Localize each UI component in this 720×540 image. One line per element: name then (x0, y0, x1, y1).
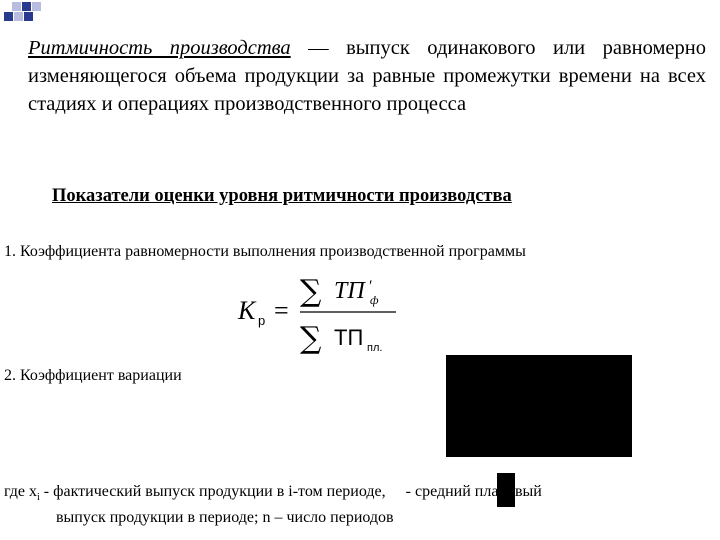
formula-numerator: ТП (334, 278, 365, 304)
formula-denominator: ТП (334, 325, 364, 350)
square-icon (4, 12, 13, 21)
footnote-start: где x (4, 483, 38, 500)
list-item-variation: 2. Коэффициент вариации (4, 367, 182, 384)
formula-sum-top: ∑ (300, 275, 322, 309)
formula-denominator-sub: пл. (367, 342, 383, 354)
definition-text: — выпуск одинакового или равномерно изменяющегося объема продукции за равные промежутки времени на всех стадиях и операциях производственного процесса (28, 37, 706, 115)
formula-numerator-sub: ф (370, 293, 379, 307)
footnote (4, 482, 704, 528)
square-icon (12, 2, 21, 11)
section-heading: Показатели оценки уровня ритмичности производства (52, 186, 512, 206)
definition-term: Ритмичность производства (28, 37, 291, 59)
square-icon (14, 12, 23, 21)
formula-lhs: К (238, 296, 256, 325)
list-item-uniformity: 1. Коэффициента равномерности выполнения производственной программы (4, 243, 526, 260)
formula-numerator-prime: ′ (369, 278, 373, 295)
square-icon (24, 12, 33, 21)
redacted-formula-block (446, 355, 632, 457)
uniformity-formula (236, 275, 406, 355)
square-icon (22, 2, 31, 11)
formula-lhs-sub: р (258, 313, 266, 328)
square-icon (32, 2, 41, 11)
formula-equals: = (274, 296, 289, 325)
footnote-xi-sub: i (37, 492, 40, 504)
footnote-mid: - фактический выпуск продукции в i-том периоде, (39, 483, 386, 500)
footnote-end: - средний плановый (405, 483, 542, 500)
footnote-line2: выпуск продукции в периоде; n – число периодов (56, 509, 394, 527)
decorative-squares (0, 0, 60, 30)
definition-paragraph (28, 34, 706, 118)
formula-sum-bottom: ∑ (300, 321, 322, 355)
